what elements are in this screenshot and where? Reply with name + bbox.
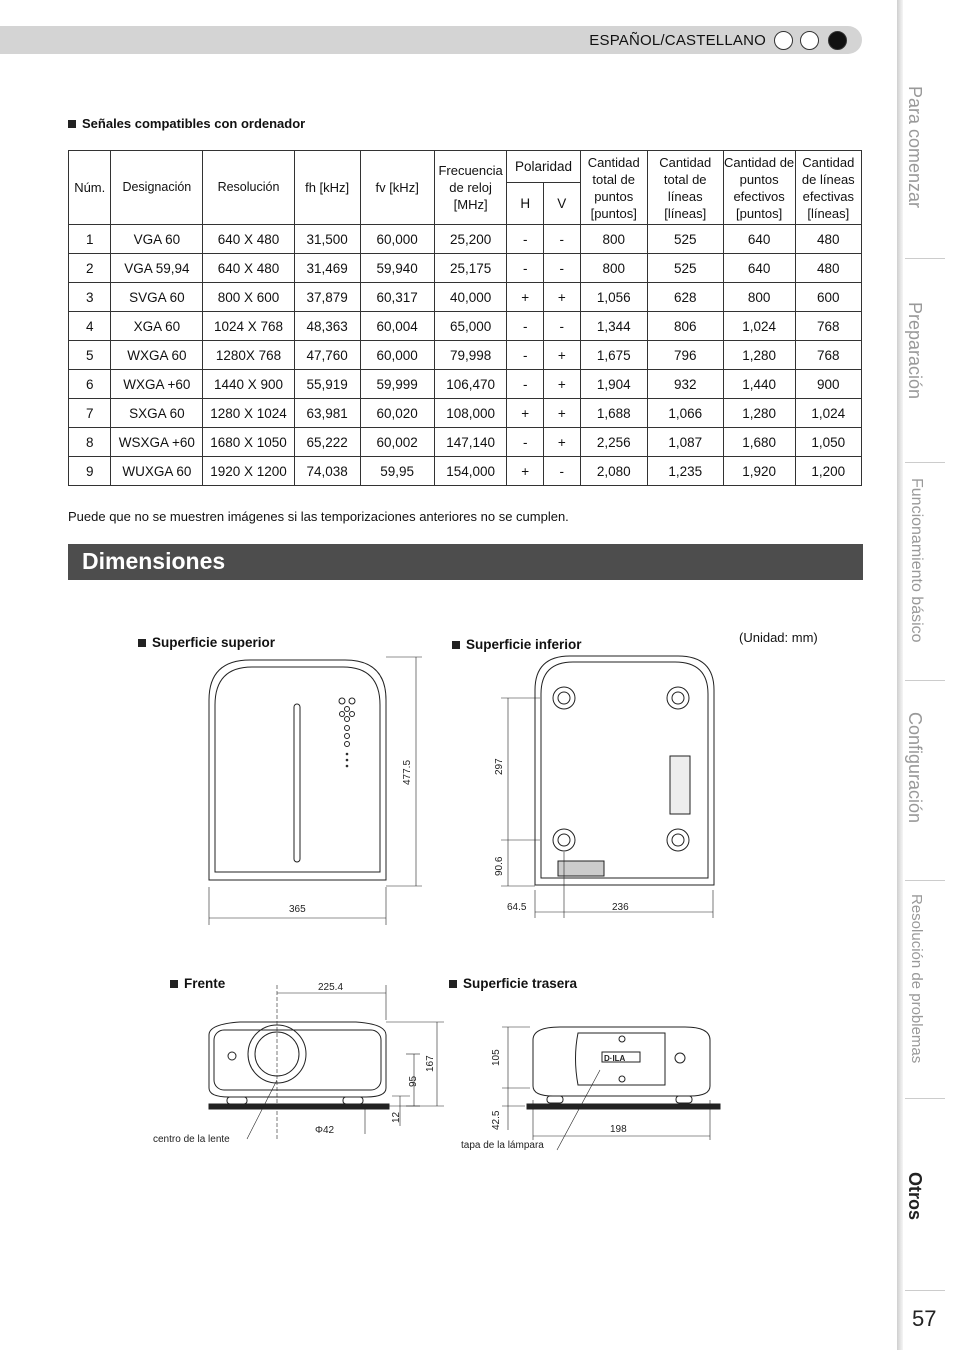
table-cell: + — [544, 399, 581, 428]
table-cell: WXGA +60 — [111, 370, 203, 399]
table-cell: 1440 X 900 — [203, 370, 294, 399]
label-front: Frente — [170, 976, 225, 991]
table-cell: 806 — [647, 312, 723, 341]
table-cell: 2,256 — [580, 428, 647, 457]
dim-bottom-w2: 236 — [612, 902, 629, 913]
table-cell: 800 X 600 — [203, 283, 294, 312]
table-cell: SXGA 60 — [111, 399, 203, 428]
table-cell: 74,038 — [294, 457, 360, 486]
col-fv: fv [kHz] — [360, 151, 434, 225]
table-cell: 6 — [69, 370, 111, 399]
label-top-surface: Superficie superior — [138, 635, 275, 650]
table-cell: 60,000 — [360, 341, 434, 370]
table-cell: 525 — [647, 225, 723, 254]
table-cell: 525 — [647, 254, 723, 283]
signals-note: Puede que no se muestren imágenes si las temporizaciones anteriores no se cumplen. — [68, 509, 569, 524]
table-cell: 1,087 — [647, 428, 723, 457]
dim-top-height: 477.5 — [402, 759, 413, 785]
table-cell: 1,280 — [723, 341, 795, 370]
chapter-sidebar: Para comenzar Preparación Funcionamiento básico Configuración Resolución de problemas Otros — [897, 0, 954, 1350]
table-cell: 1,675 — [580, 341, 647, 370]
table-cell: 37,879 — [294, 283, 360, 312]
table-cell: 154,000 — [434, 457, 507, 486]
table-cell: 5 — [69, 341, 111, 370]
table-cell: + — [507, 457, 544, 486]
dim-front-width: 225.4 — [318, 982, 344, 993]
table-cell: 800 — [580, 254, 647, 283]
table-cell: 9 — [69, 457, 111, 486]
dim-rear-h2: 42.5 — [491, 1110, 502, 1130]
lamp-cover-label: tapa de la lámpara — [461, 1140, 544, 1151]
dim-bottom-d1: 297 — [494, 758, 505, 775]
table-cell: + — [544, 428, 581, 457]
unit-label: (Unidad: mm) — [739, 630, 818, 645]
table-cell: + — [544, 341, 581, 370]
table-cell: 60,000 — [360, 225, 434, 254]
front-view-drawing — [209, 985, 444, 1140]
table-cell: - — [544, 312, 581, 341]
table-cell: 1,440 — [723, 370, 795, 399]
table-cell: 640 — [723, 225, 795, 254]
table-cell: - — [544, 225, 581, 254]
table-cell: - — [544, 254, 581, 283]
col-clock: Frecuencia de reloj [MHz] — [434, 151, 507, 225]
table-cell: 8 — [69, 428, 111, 457]
table-cell: SVGA 60 — [111, 283, 203, 312]
table-cell: - — [507, 341, 544, 370]
table-cell: XGA 60 — [111, 312, 203, 341]
table-cell: 768 — [795, 312, 861, 341]
table-cell: 900 — [795, 370, 861, 399]
table-cell: VGA 60 — [111, 225, 203, 254]
col-designacion: Designación — [111, 151, 203, 225]
col-fh: fh [kHz] — [294, 151, 360, 225]
table-cell: 768 — [795, 341, 861, 370]
table-cell: 7 — [69, 399, 111, 428]
table-cell: - — [544, 457, 581, 486]
section-title-signals: Señales compatibles con ordenador — [68, 116, 305, 131]
table-cell: 59,940 — [360, 254, 434, 283]
table-cell: + — [507, 283, 544, 312]
table-cell: WSXGA +60 — [111, 428, 203, 457]
table-cell: 1,344 — [580, 312, 647, 341]
table-cell: 1,050 — [795, 428, 861, 457]
col-resolucion: Resolución — [203, 151, 294, 225]
table-cell: 480 — [795, 254, 861, 283]
table-cell: 60,020 — [360, 399, 434, 428]
table-cell: 31,469 — [294, 254, 360, 283]
table-cell: 1,066 — [647, 399, 723, 428]
dim-front-h1: 167 — [425, 1055, 436, 1072]
table-cell: 2 — [69, 254, 111, 283]
table-cell: 1,680 — [723, 428, 795, 457]
section-banner-dimensions: Dimensiones — [68, 544, 863, 580]
table-cell: 1024 X 768 — [203, 312, 294, 341]
table-cell: 63,981 — [294, 399, 360, 428]
table-cell: 2,080 — [580, 457, 647, 486]
table-cell: 1680 X 1050 — [203, 428, 294, 457]
table-cell: WXGA 60 — [111, 341, 203, 370]
table-cell: 40,000 — [434, 283, 507, 312]
table-cell: 60,004 — [360, 312, 434, 341]
table-cell: 640 X 480 — [203, 254, 294, 283]
table-cell: 47,760 — [294, 341, 360, 370]
table-cell: 79,998 — [434, 341, 507, 370]
language-label: ESPAÑOL/CASTELLANO — [589, 32, 766, 49]
table-cell: 3 — [69, 283, 111, 312]
table-cell: 1,235 — [647, 457, 723, 486]
table-cell: 106,470 — [434, 370, 507, 399]
col-num: Núm. — [69, 151, 111, 225]
table-cell: 1,904 — [580, 370, 647, 399]
table-cell: 800 — [580, 225, 647, 254]
table-cell: 1,280 — [723, 399, 795, 428]
table-cell: WUXGA 60 — [111, 457, 203, 486]
table-cell: 480 — [795, 225, 861, 254]
col-total-lines: Cantidad total de líneas [líneas] — [647, 151, 723, 225]
dim-lens-diameter: Φ42 — [315, 1125, 335, 1136]
dim-front-h3: 12 — [391, 1111, 402, 1123]
table-cell: - — [507, 254, 544, 283]
bottom-view-drawing — [501, 656, 714, 918]
dim-rear-width: 198 — [610, 1124, 627, 1135]
table-cell: VGA 59,94 — [111, 254, 203, 283]
table-cell: 1,200 — [795, 457, 861, 486]
label-bottom-surface: Superficie inferior — [452, 637, 582, 652]
table-cell: 59,95 — [360, 457, 434, 486]
table-cell: 60,002 — [360, 428, 434, 457]
table-cell: 25,175 — [434, 254, 507, 283]
table-cell: 55,919 — [294, 370, 360, 399]
table-cell: - — [507, 370, 544, 399]
dim-bottom-w1: 64.5 — [507, 902, 527, 913]
top-view-drawing — [209, 657, 422, 925]
table-cell: 640 X 480 — [203, 225, 294, 254]
table-cell: 796 — [647, 341, 723, 370]
table-cell: 25,200 — [434, 225, 507, 254]
table-cell: + — [507, 399, 544, 428]
table-cell: 1,688 — [580, 399, 647, 428]
table-cell: 800 — [723, 283, 795, 312]
dim-front-h2: 95 — [408, 1075, 419, 1087]
table-cell: - — [507, 225, 544, 254]
table-cell: 1920 X 1200 — [203, 457, 294, 486]
table-cell: 600 — [795, 283, 861, 312]
table-cell: + — [544, 370, 581, 399]
table-cell: 108,000 — [434, 399, 507, 428]
table-cell: 628 — [647, 283, 723, 312]
table-cell: 60,317 — [360, 283, 434, 312]
table-cell: 65,222 — [294, 428, 360, 457]
table-cell: 1280 X 1024 — [203, 399, 294, 428]
table-cell: + — [544, 283, 581, 312]
table-cell: 932 — [647, 370, 723, 399]
col-h: H — [507, 183, 544, 225]
table-cell: 48,363 — [294, 312, 360, 341]
table-cell: 4 — [69, 312, 111, 341]
table-cell: 59,999 — [360, 370, 434, 399]
page-number: 57 — [912, 1306, 937, 1331]
table-cell: 1,056 — [580, 283, 647, 312]
table-cell: 1 — [69, 225, 111, 254]
table-cell: - — [507, 428, 544, 457]
col-total-points: Cantidad total de puntos [puntos] — [580, 151, 647, 225]
table-cell: 1280X 768 — [203, 341, 294, 370]
col-v: V — [544, 183, 581, 225]
table-cell: - — [507, 312, 544, 341]
col-eff-points: Cantidad de puntos efectivos [puntos] — [723, 151, 795, 225]
dim-top-width: 365 — [289, 904, 306, 915]
table-cell: 1,024 — [795, 399, 861, 428]
col-eff-lines: Cantidad de líneas efectivas [líneas] — [795, 151, 861, 225]
table-cell: 1,920 — [723, 457, 795, 486]
col-polaridad: Polaridad — [507, 151, 580, 183]
label-rear-surface: Superficie trasera — [449, 976, 577, 991]
dila-logo: D·ILA — [604, 1054, 626, 1063]
dim-rear-h1: 105 — [491, 1049, 502, 1066]
table-cell: 147,140 — [434, 428, 507, 457]
dim-bottom-d2: 90.6 — [494, 856, 505, 876]
table-cell: 1,024 — [723, 312, 795, 341]
table-cell: 65,000 — [434, 312, 507, 341]
table-cell: 31,500 — [294, 225, 360, 254]
lens-center-label: centro de la lente — [153, 1134, 230, 1145]
table-cell: 640 — [723, 254, 795, 283]
